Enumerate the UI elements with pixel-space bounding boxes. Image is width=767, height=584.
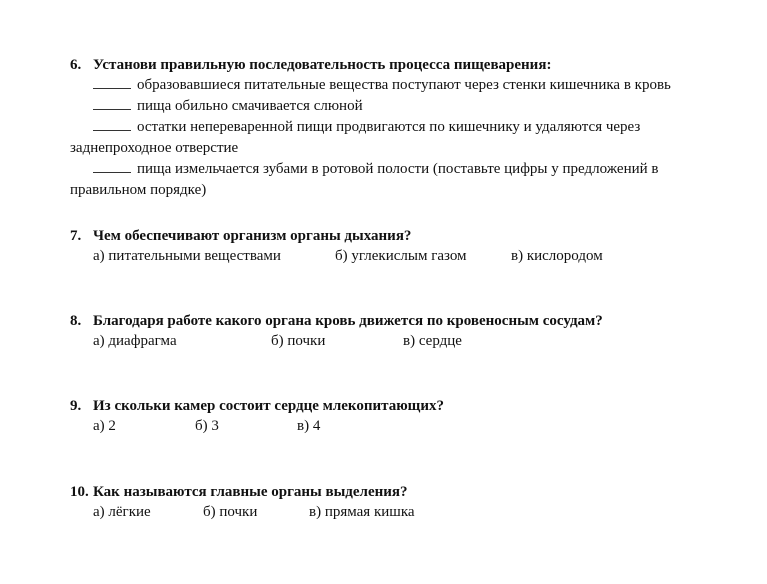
sequence-item-text: пища обильно смачивается слюной <box>137 98 363 114</box>
answer-blank[interactable] <box>93 75 131 89</box>
sequence-item-continuation <box>70 180 727 201</box>
sequence-item-text: образовавшиеся питательные вещества поступают через стенки кишечника в кровь <box>137 77 671 93</box>
question-header <box>70 311 727 331</box>
option-c[interactable]: в) прямая кишка <box>309 504 415 520</box>
option-a[interactable]: а) диафрагма <box>93 333 177 349</box>
option-a[interactable]: а) лёгкие <box>93 504 151 520</box>
answer-options <box>70 331 727 352</box>
question-title: Установи правильную последовательность процесса пищеварения: <box>93 57 552 73</box>
sequence-item-text: остатки непереваренной пищи продвигаются по кишечнику и удаляются через <box>137 119 641 135</box>
option-a[interactable]: а) 2 <box>93 418 116 434</box>
question-title: Благодаря работе какого органа кровь движется по кровеносным сосудам? <box>93 313 603 329</box>
sequence-item <box>93 117 727 138</box>
question-9 <box>70 396 727 437</box>
answer-blank[interactable] <box>93 117 131 131</box>
question-8 <box>70 311 727 352</box>
answer-blank[interactable] <box>93 96 131 110</box>
sequence-item-text: правильном порядке) <box>70 182 207 198</box>
option-c[interactable]: в) кислородом <box>511 248 603 264</box>
question-number: 6. <box>70 57 82 73</box>
question-header <box>70 226 727 246</box>
sequence-item-text: заднепроходное отверстие <box>70 140 239 156</box>
question-10 <box>70 482 727 523</box>
answer-options <box>70 416 727 437</box>
sequence-item-text: пища измельчается зубами в ротовой полости (поставьте цифры у предложений в <box>137 161 659 177</box>
question-7 <box>70 226 727 267</box>
question-number: 8. <box>70 313 82 329</box>
question-title: Чем обеспечивают организм органы дыхания? <box>93 228 412 244</box>
option-b[interactable]: б) почки <box>203 504 258 520</box>
question-header <box>70 396 727 416</box>
sequence-item <box>93 159 727 180</box>
option-b[interactable]: б) углекислым газом <box>335 248 467 264</box>
answer-options <box>70 502 727 523</box>
option-b[interactable]: б) почки <box>271 333 326 349</box>
option-b[interactable]: б) 3 <box>195 418 219 434</box>
question-header <box>70 55 727 75</box>
option-c[interactable]: в) сердце <box>403 333 462 349</box>
question-number: 7. <box>70 228 82 244</box>
option-c[interactable]: в) 4 <box>297 418 321 434</box>
question-number: 9. <box>70 398 82 414</box>
question-title: Из скольки камер состоит сердце млекопитающих? <box>93 398 444 414</box>
sequence-item <box>93 96 727 117</box>
question-number: 10. <box>70 484 89 500</box>
sequence-item <box>93 75 727 96</box>
question-6 <box>70 55 727 201</box>
option-a[interactable]: а) питательными веществами <box>93 248 281 264</box>
answer-options <box>70 246 727 267</box>
question-title: Как называются главные органы выделения? <box>93 484 408 500</box>
answer-blank[interactable] <box>93 159 131 173</box>
question-header <box>70 482 727 502</box>
sequence-item-continuation <box>70 138 727 159</box>
sequence-list <box>70 75 727 201</box>
